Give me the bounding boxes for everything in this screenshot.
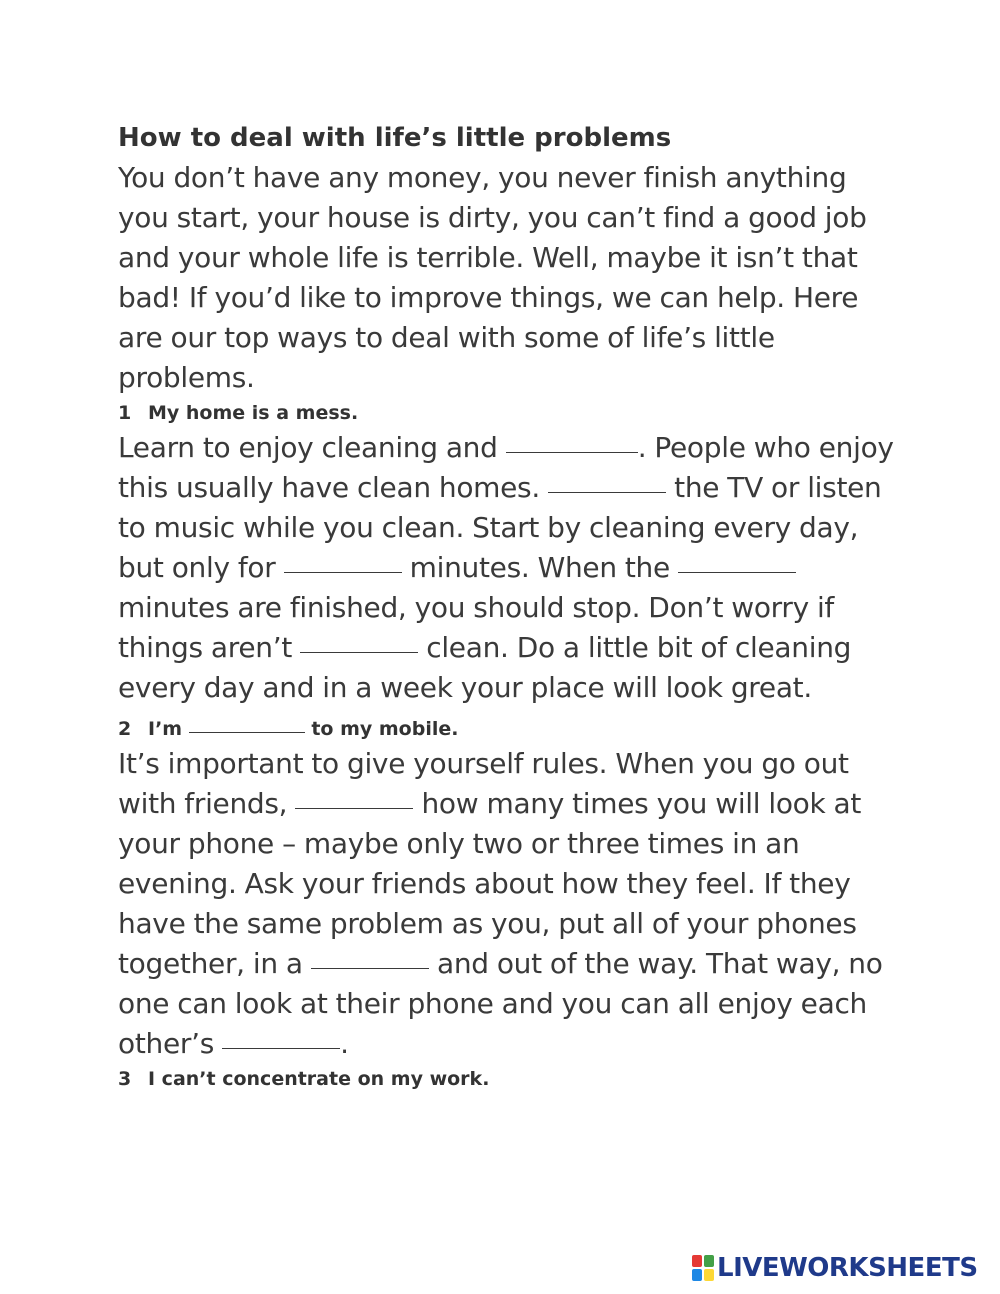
answer-blank-6[interactable]: [189, 713, 305, 733]
logo-text: LIVEWORKSHEETS: [717, 1253, 978, 1283]
text-segment: It’s important to give yourself rules. When you go out with friends,: [118, 747, 849, 820]
worksheet-page: [118, 118, 898, 1094]
section-2-heading: [118, 714, 898, 744]
text-segment: and out of the way. That way, no one can look at their phone and you can all enjoy each other’s: [118, 947, 883, 1060]
section-1-paragraph: [118, 428, 898, 708]
section-1-title: My home is a mess.: [148, 402, 359, 424]
section-1-number: 1: [118, 402, 132, 424]
section-2-paragraph: [118, 744, 898, 1064]
logo-icon: [692, 1255, 714, 1281]
text-segment: the TV or listen to music while you clean. Start by cleaning every day, but only for: [118, 471, 882, 584]
section-3-number: 3: [118, 1068, 132, 1090]
section-2-number: 2: [118, 718, 132, 740]
section-3-heading: [118, 1064, 898, 1094]
answer-blank-3[interactable]: [284, 544, 402, 573]
text-segment: . People who enjoy this usually have clean homes.: [118, 431, 894, 504]
section-3-title: I can’t concentrate on my work.: [148, 1068, 490, 1090]
section-2-title-post: to my mobile.: [304, 718, 459, 740]
text-segment: clean. Do a little bit of cleaning every day and in a week your place will look great.: [118, 631, 852, 704]
section-2-title-pre: I’m: [148, 718, 189, 740]
text-segment: how many times you will look at your phone – maybe only two or three times in an evening. Ask your friends about how they feel. If they have the same problem as you, put all of your phones together, in a: [118, 787, 862, 980]
intro-paragraph: You don’t have any money, you never finish anything you start, your house is dirty, you can’t find a good job and your whole life is terrible. Well, maybe it isn’t that bad! If you’d like to improve things, we can help. Here are our top ways to deal with some of life’s little problems.: [118, 161, 867, 394]
text-segment: .: [340, 1027, 349, 1060]
text-segment: minutes. When the: [401, 551, 679, 584]
answer-blank-8[interactable]: [311, 940, 429, 969]
answer-blank-4[interactable]: [678, 544, 796, 573]
answer-blank-1[interactable]: [506, 424, 638, 453]
answer-blank-9[interactable]: [222, 1020, 340, 1049]
answer-blank-2[interactable]: [548, 464, 666, 493]
answer-blank-5[interactable]: [300, 624, 418, 653]
liveworksheets-logo: [692, 1254, 978, 1282]
answer-blank-7[interactable]: [295, 780, 413, 809]
text-segment: minutes are finished, you should stop. Don’t worry if things aren’t: [118, 591, 834, 664]
page-title: How to deal with life’s little problems: [118, 123, 672, 153]
text-segment: Learn to enjoy cleaning and: [118, 431, 506, 464]
